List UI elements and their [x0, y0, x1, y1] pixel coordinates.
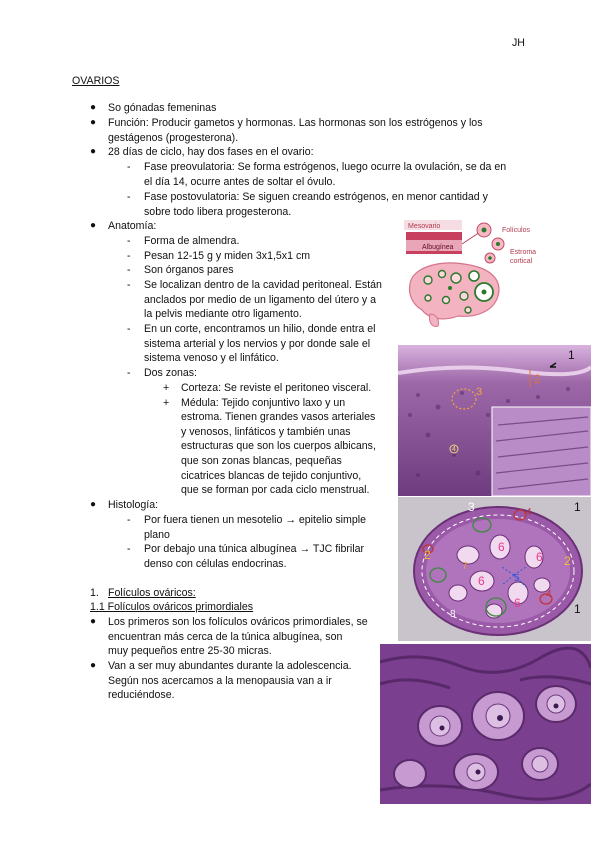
dash-marker: -: [127, 250, 131, 262]
micro3-number: 6: [478, 574, 485, 588]
anat-item: Pesan 12-15 g y miden 3x1,5x1 cm: [144, 250, 311, 262]
primordial-text: Los primeros son los folículos ováricos primordiales, se: [108, 616, 368, 628]
plus-marker: +: [163, 382, 170, 394]
dash-marker: -: [127, 323, 131, 335]
anat-item: En un corte, encontramos un hilio, donde entra el: [144, 323, 376, 335]
micrograph-ovary-section: [398, 497, 591, 641]
micro3-number: 3: [468, 500, 475, 514]
diagram-label-estroma-1: Estroma: [510, 249, 537, 256]
micro2-number: 1: [568, 348, 575, 362]
histo-item: plano: [144, 529, 170, 541]
text-fase1-1: Fase preovulatoria: Se forma estrógenos, luego ocurre la ovulación, se da en: [144, 161, 507, 173]
section-title: Folículos ováricos:: [108, 587, 196, 599]
text-anatomia: Anatomía:: [108, 220, 157, 232]
diagram-label-mesovario: Mesovario: [408, 223, 441, 230]
micro2-number: 2: [534, 372, 541, 386]
anat-item: Se localizan dentro de la cavidad peritoneal. Están: [144, 279, 382, 291]
histo-item: Por debajo una túnica albugínea → TJC fibrilar: [144, 543, 365, 555]
diagram-label-albuginea: Albugínea: [422, 244, 454, 251]
micro3-number: 8: [450, 609, 456, 620]
text-ciclo: 28 días de ciclo, hay dos fases en el ovario:: [108, 146, 314, 158]
anat-item: Dos zonas:: [144, 367, 197, 379]
micrograph-cortex: [398, 345, 591, 496]
text-fase2-1: Fase postovulatoria: Se siguen creando estrógenos, en menor cantidad y: [144, 191, 488, 203]
dash-marker: -: [127, 367, 131, 379]
bullet-dot: ●: [90, 660, 97, 671]
bullet-dot: ●: [90, 616, 97, 627]
anat-item: Son órganos pares: [144, 264, 234, 276]
zona-medula: estructuras que son los cuerpos albicans,: [181, 440, 376, 452]
plus-marker: +: [163, 397, 170, 409]
text-funcion-2: gestágenos (progesterona).: [108, 132, 239, 144]
micro2-number: 3: [476, 386, 483, 398]
subsection-title: 1.1 Folículos ováricos primordiales: [90, 601, 254, 613]
primordial-text: Según nos acercamos a la menopausia van a ir: [108, 675, 332, 687]
anat-item: anclados por medio de un ligamento del útero y a: [144, 294, 377, 306]
dash-marker: -: [127, 264, 131, 276]
anat-item: sistema arterial y los nervios y por donde sale el: [144, 338, 371, 350]
dash-marker: -: [127, 161, 131, 173]
bullet-dot: ●: [90, 499, 97, 510]
histo-item: Por fuera tienen un mesotelio → epitelio simple: [144, 514, 366, 526]
bullet-dot: ●: [90, 220, 97, 231]
anat-item: la pelvis mediante otro ligamento.: [144, 308, 302, 320]
dash-marker: -: [127, 235, 131, 247]
dash-marker: -: [127, 543, 131, 555]
text-histologia: Histología:: [108, 499, 159, 511]
dash-marker: -: [127, 191, 131, 203]
diagram-label-estroma-2: cortical: [510, 258, 533, 265]
histo-item: denso con células endocrinas.: [144, 558, 287, 570]
zona-medula: que se forman por cada ciclo menstrual.: [181, 484, 370, 496]
bullet-dot: ●: [90, 102, 97, 113]
zona-corteza: Corteza: Se reviste el peritoneo visceral.: [181, 382, 372, 394]
micro3-number: 7: [462, 561, 468, 572]
micro3-number: 2: [564, 554, 571, 568]
section-number: 1.: [90, 587, 99, 599]
ovary-diagram: [398, 218, 550, 334]
primordial-text: encuentran más cerca de la túnica albugínea, son: [108, 631, 343, 643]
text-fase1-2: el día 14, ocurre antes de soltar el óvulo.: [144, 176, 336, 188]
anat-item: Forma de almendra.: [144, 235, 240, 247]
micro3-number: 6: [514, 596, 521, 610]
micro3-number: 4: [526, 507, 532, 518]
micro3-number: 6: [536, 550, 543, 564]
zona-medula: estroma. Tienen grandes vasos arteriales: [181, 411, 376, 423]
text-gonadas: So gónadas femeninas: [108, 102, 217, 114]
dash-marker: -: [127, 514, 131, 526]
micro3-number: 5: [514, 573, 520, 584]
micro3-number: 2: [424, 548, 431, 562]
bullet-dot: ●: [90, 117, 97, 128]
primordial-text: muy pequeños entre 25-30 micras.: [108, 645, 272, 657]
primordial-text: reduciéndose.: [108, 689, 175, 701]
zona-medula: Médula: Tejido conjuntivo laxo y un: [181, 397, 346, 409]
page-title: OVARIOS: [72, 75, 120, 87]
anat-item: sistema venoso y el linfático.: [144, 352, 279, 364]
micro3-number: 1: [574, 602, 581, 616]
text-fase2-2: sobre todo libera progesterona.: [144, 206, 292, 218]
micro2-number: 4: [452, 446, 456, 453]
zona-medula: que son zonas blancas, pequeñas: [181, 455, 342, 467]
zona-medula: cicatrices blancas de tejido conjuntivo,: [181, 470, 362, 482]
diagram-label-foliculos: Folículos: [502, 227, 531, 234]
zona-medula: y venosos, linfáticos y también unas: [181, 426, 351, 438]
header-initials: JH: [512, 37, 525, 49]
bullet-dot: ●: [90, 146, 97, 157]
micro3-number: 6: [498, 540, 505, 554]
primordial-text: Van a ser muy abundantes durante la adolescencia.: [108, 660, 352, 672]
text-funcion-1: Función: Producir gametos y hormonas. Las hormonas son los estrógenos y los: [108, 117, 483, 129]
micro3-number: 4: [546, 589, 552, 600]
dash-marker: -: [127, 279, 131, 291]
micrograph-primordial-follicles: [380, 644, 591, 804]
micro3-number: 1: [574, 500, 581, 514]
